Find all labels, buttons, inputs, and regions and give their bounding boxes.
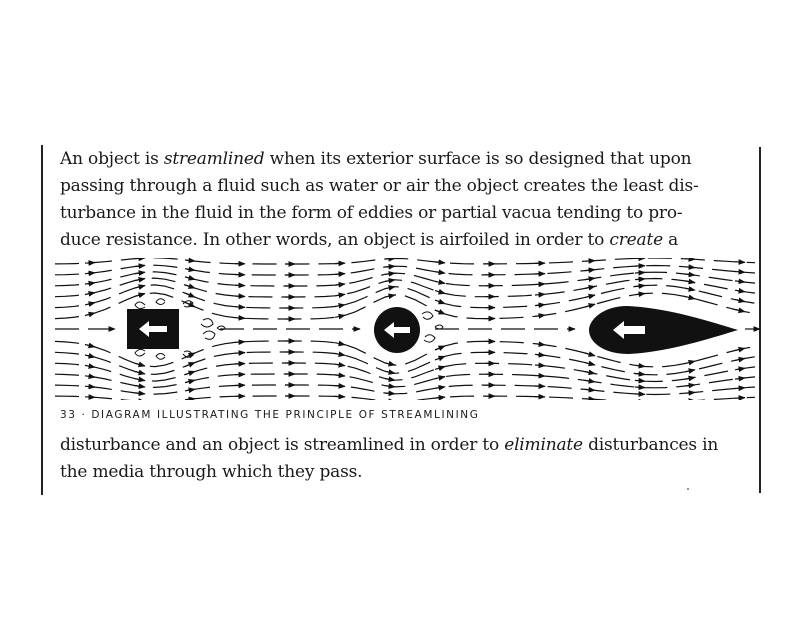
- flow-arrowhead: [385, 280, 395, 282]
- flow-arrowhead: [635, 365, 645, 366]
- flow-arrowhead: [335, 305, 345, 307]
- flow-arrowhead: [585, 270, 595, 271]
- eddy-mark: [135, 349, 145, 356]
- eddy-mark: [422, 312, 433, 319]
- flow-arrowhead: [185, 277, 195, 280]
- flow-arrowhead: [235, 318, 245, 319]
- flow-arrowhead: [535, 376, 545, 377]
- text-line: passing through a fluid such as water or air the object creates the least dis-: [60, 176, 699, 196]
- emphasis-create: create: [609, 230, 663, 250]
- flow-arrowhead: [635, 374, 645, 375]
- flow-arrowhead: [685, 297, 695, 299]
- square-object: [127, 309, 179, 349]
- flow-arrowhead: [385, 386, 395, 387]
- flow-arrowhead: [735, 348, 745, 350]
- flow-arrowhead: [685, 281, 695, 283]
- flow-arrowhead: [235, 364, 245, 365]
- flow-arrowhead: [335, 315, 345, 317]
- emphasis-eliminate: eliminate: [504, 435, 583, 455]
- flow-arrowhead: [185, 371, 195, 374]
- flow-arrowhead: [335, 354, 345, 356]
- flow-arrowhead: [185, 285, 195, 288]
- flow-arrowhead: [135, 265, 145, 266]
- flow-arrowhead: [185, 399, 195, 400]
- flow-arrowhead: [85, 345, 95, 348]
- flow-arrowhead: [435, 346, 445, 350]
- eddy-mark: [156, 354, 165, 360]
- flow-arrowhead: [635, 380, 645, 381]
- flow-arrowhead: [385, 287, 395, 289]
- flow-arrowhead: [135, 386, 145, 387]
- flow-arrowhead: [335, 263, 345, 264]
- flow-arrowhead: [85, 376, 95, 377]
- flow-arrowhead: [585, 399, 595, 400]
- text-line: the media through which they pass.: [60, 462, 363, 482]
- flow-arrowhead: [735, 358, 745, 360]
- eddy-mark: [435, 325, 443, 329]
- flow-arrowhead: [135, 363, 145, 366]
- flow-arrowhead: [185, 363, 195, 367]
- flow-arrowhead: [535, 284, 545, 285]
- flow-arrowhead: [385, 266, 395, 267]
- flow-arrowhead: [585, 363, 595, 365]
- flow-arrowhead: [685, 361, 695, 363]
- flow-arrowhead: [335, 284, 345, 285]
- flow-arrowhead: [685, 370, 695, 372]
- flow-arrowhead: [685, 274, 695, 275]
- flow-arrowhead: [185, 389, 195, 391]
- flow-arrowhead: [335, 343, 345, 345]
- flow-arrowhead: [435, 367, 445, 370]
- flow-arrowhead: [685, 288, 695, 290]
- flow-arrowhead: [85, 365, 95, 367]
- eddy-mark: [156, 299, 165, 305]
- flow-arrowhead: [335, 375, 345, 376]
- flow-arrowhead: [535, 294, 545, 295]
- flow-arrowhead: [135, 272, 145, 273]
- flow-arrowhead: [585, 278, 595, 280]
- streamline: [55, 352, 755, 375]
- flow-arrowhead: [435, 272, 445, 274]
- flow-arrowhead: [535, 344, 545, 345]
- flow-arrowhead: [385, 371, 395, 373]
- left-margin-rule: [41, 145, 43, 495]
- flow-arrowhead: [635, 387, 645, 388]
- flow-arrowhead: [685, 377, 695, 379]
- flow-arrowhead: [335, 386, 345, 387]
- flow-arrowhead: [585, 353, 595, 356]
- flow-arrowhead: [635, 279, 645, 280]
- flow-arrowhead: [585, 372, 595, 374]
- text-line: disturbance and an object is streamlined in order to eliminate disturbances in: [60, 435, 719, 455]
- flow-arrowhead: [385, 393, 395, 394]
- flow-arrowhead: [385, 273, 395, 274]
- flow-arrowhead: [385, 363, 395, 365]
- flow-arrowhead: [585, 389, 595, 390]
- flow-arrowhead: [335, 274, 345, 275]
- flow-arrowhead: [635, 272, 645, 273]
- eddy-mark: [424, 335, 435, 342]
- figure-caption: 33 · DIAGRAM ILLUSTRATING THE PRINCIPLE OF STREAMLINING: [60, 409, 480, 421]
- flow-arrowhead: [435, 310, 445, 314]
- flow-arrowhead: [335, 294, 345, 296]
- flow-arrowhead: [535, 365, 545, 366]
- streamlining-diagram: [55, 258, 760, 400]
- flow-arrowhead: [735, 281, 745, 282]
- flow-arrowhead: [735, 300, 745, 302]
- flow-arrowhead: [85, 386, 95, 387]
- circle-object: [374, 307, 420, 353]
- flow-arrowhead: [535, 315, 545, 316]
- text-line: An object is streamlined when its exterior surface is so designed that upon: [60, 149, 692, 169]
- flow-arrowhead: [85, 313, 95, 316]
- flow-arrowhead: [435, 356, 445, 360]
- flow-arrowhead: [685, 385, 695, 386]
- flow-arrowhead: [135, 379, 145, 381]
- flow-arrowhead: [135, 393, 145, 394]
- flow-arrowhead: [235, 296, 245, 297]
- flow-arrowhead: [585, 286, 595, 288]
- flow-arrowhead: [335, 396, 345, 397]
- flow-arrowhead: [735, 388, 745, 389]
- flow-arrowhead: [185, 380, 195, 382]
- flow-arrowhead: [385, 258, 395, 259]
- flow-arrowhead: [435, 262, 445, 263]
- eddy-mark: [201, 319, 213, 327]
- flow-arrowhead: [535, 354, 545, 355]
- flow-arrowhead: [135, 294, 145, 297]
- flow-arrowhead: [435, 300, 445, 304]
- flow-arrowhead: [135, 286, 145, 288]
- flow-arrowhead: [85, 397, 95, 398]
- paper-speck: [687, 488, 689, 490]
- flow-arrowhead: [635, 294, 645, 295]
- streamline: [55, 258, 755, 264]
- streamline: [55, 396, 755, 400]
- flow-arrowhead: [135, 372, 145, 374]
- flow-arrowhead: [735, 368, 745, 370]
- flow-arrowhead: [185, 269, 195, 271]
- flow-arrowhead: [385, 295, 395, 297]
- emphasis-streamlined: streamlined: [163, 149, 265, 169]
- paragraph-after-figure: [60, 432, 719, 486]
- flow-arrowhead: [135, 258, 145, 259]
- flow-arrowhead: [235, 342, 245, 343]
- flow-arrowhead: [585, 261, 595, 262]
- flow-arrowhead: [185, 260, 195, 261]
- flow-arrowhead: [685, 267, 695, 268]
- flow-arrowhead: [435, 377, 445, 379]
- flow-arrowhead: [235, 307, 245, 308]
- flow-arrowhead: [735, 262, 745, 263]
- flow-arrowhead: [135, 279, 145, 281]
- flow-arrowhead: [735, 272, 745, 273]
- flow-arrowhead: [85, 273, 95, 274]
- flow-arrowhead: [685, 259, 695, 260]
- flow-arrowhead: [85, 263, 95, 264]
- flow-arrowhead: [85, 293, 95, 295]
- flow-arrowhead: [85, 283, 95, 284]
- flow-arrowhead: [385, 379, 395, 381]
- paragraph-before-figure: [60, 146, 699, 254]
- flow-arrowhead: [435, 281, 445, 283]
- flow-arrowhead: [585, 380, 595, 382]
- flow-arrowhead: [185, 293, 195, 297]
- flow-arrowhead: [735, 310, 745, 312]
- flow-arrowhead: [735, 398, 745, 399]
- teardrop-object: [589, 306, 738, 354]
- flow-arrowhead: [435, 291, 445, 294]
- flow-arrowhead: [85, 355, 95, 357]
- flow-arrowhead: [685, 392, 695, 393]
- flow-arrowhead: [735, 290, 745, 292]
- text-line: duce resistance. In other words, an object is airfoiled in order to create a: [60, 230, 679, 250]
- eddy-mark: [203, 331, 215, 339]
- flow-arrowhead: [435, 387, 445, 389]
- flow-arrowhead: [435, 397, 445, 398]
- flow-arrowhead: [85, 303, 95, 305]
- flow-arrowhead: [635, 286, 645, 287]
- flow-arrowhead: [735, 378, 745, 379]
- flow-arrowhead: [585, 304, 595, 307]
- flow-arrowhead: [235, 353, 245, 354]
- flow-arrowhead: [535, 305, 545, 306]
- eddy-mark: [135, 302, 145, 309]
- flow-arrowhead: [585, 295, 595, 297]
- flow-arrowhead: [335, 364, 345, 366]
- text-line: turbance in the fluid in the form of eddies or partial vacua tending to pro-: [60, 203, 683, 223]
